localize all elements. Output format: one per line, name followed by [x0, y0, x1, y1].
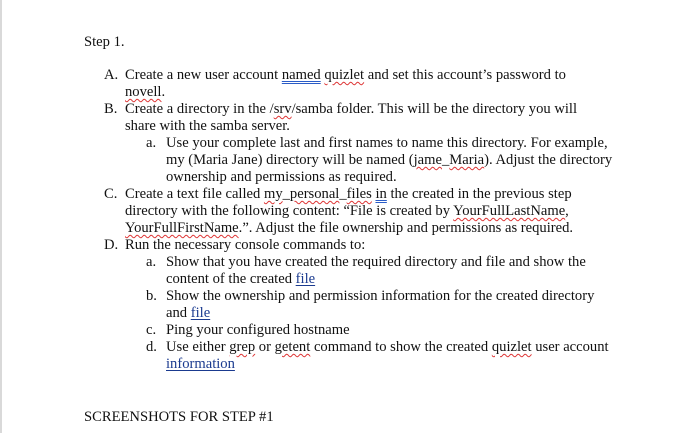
information-word-link[interactable]: information	[166, 356, 235, 372]
grammar-flag-named: named	[281, 67, 321, 83]
screenshots-heading: SCREENSHOTS FOR STEP #1	[84, 409, 274, 425]
item-b-marker: B.	[104, 101, 118, 117]
item-d-a: a. Show that you have created the required directory and file and show the content of the created file	[146, 254, 586, 287]
spell-flag-maria: Maria	[449, 152, 485, 168]
spell-flag-files: files	[346, 186, 372, 202]
item-d-a-marker: a.	[146, 254, 157, 270]
item-b: B. Create a directory in the /srv/samba folder. This will be the directory you will share with the samba server.	[104, 101, 578, 134]
item-d: D. Run the necessary console commands to:	[104, 237, 366, 253]
spell-flag-getent: getent	[274, 339, 311, 355]
item-d-c-marker: c.	[146, 322, 157, 338]
item-a: A. Create a new user account named quizlet and set this account’s password to novell.	[104, 67, 566, 100]
item-c-marker: C.	[104, 186, 118, 202]
item-b-a: a. Use your complete last and first names to name this directory. For example, my (Maria Jane) directory will be named (jame_Maria). Adjust the directory ownership and permissions as required.	[146, 135, 613, 185]
item-d-b: b. Show the ownership and permission information for the created directory and file	[146, 288, 595, 321]
step-title: Step 1.	[84, 34, 125, 50]
item-d-b-marker: b.	[146, 288, 157, 304]
file-word-link[interactable]: file	[295, 271, 316, 287]
samba-text: samba	[210, 118, 248, 134]
spell-flag-jame: jame	[413, 152, 442, 168]
item-a-marker: A.	[104, 67, 119, 83]
spell-flag-novell: novell	[125, 84, 162, 100]
item-d-d-marker: d.	[146, 339, 157, 355]
item-b-a-marker: a.	[146, 135, 157, 151]
item-d-marker: D.	[104, 237, 119, 253]
spell-flag-quizlet: quizlet	[491, 339, 532, 355]
spell-flag-quizlet: quizlet	[324, 67, 365, 83]
spell-flag-grep: grep	[229, 339, 256, 355]
item-d-d: d. Use either grep or getent command to show the created quizlet user account information	[146, 339, 609, 372]
spell-flag-fullfirstname: YourFullFirstName	[125, 220, 239, 236]
item-d-c: c. Ping your configured hostname	[146, 322, 350, 338]
spell-flag-fulllastname: YourFullLastName	[453, 203, 566, 219]
grammar-flag-in: in	[375, 186, 387, 202]
instruction-list	[0, 67, 700, 373]
spell-flag-personal: personal	[289, 186, 340, 202]
item-c: C. Create a text file called my_personal_files in the created in the previous step directory with the following content: “File is created by YourFullLastName, YourFullFirstName.”. Adjust the file ownership and permissions as required.	[104, 186, 574, 236]
file-word-link[interactable]: file	[190, 305, 211, 321]
spell-flag-srv: srv	[273, 101, 292, 117]
spell-flag-my: my	[263, 186, 283, 202]
